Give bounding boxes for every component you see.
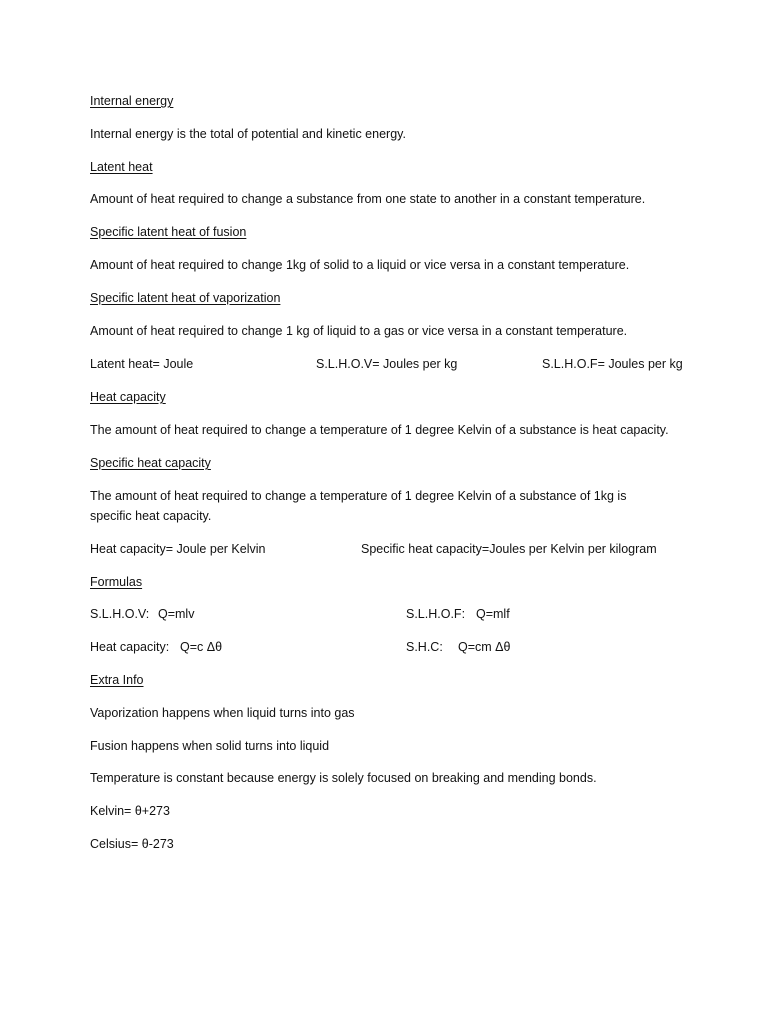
extra-line-5: Celsius= θ-273 — [90, 837, 174, 851]
text-vaporization: Amount of heat required to change 1 kg of liquid to a gas or vice versa in a constant temperature. — [90, 324, 628, 338]
formula-slhov: Q=mlv — [158, 607, 195, 621]
unit-latent-heat: Latent heat= Joule — [90, 357, 194, 371]
formula-slhof: Q=mlf — [476, 607, 510, 621]
formula-shc: Q=cm Δθ — [458, 640, 511, 654]
heading-fusion: Specific latent heat of fusion — [90, 225, 247, 239]
extra-line-1: Vaporization happens when liquid turns into gas — [90, 706, 355, 720]
heading-vaporization: Specific latent heat of vaporization — [90, 291, 281, 305]
text-latent-heat: Amount of heat required to change a substance from one state to another in a constant temperature. — [90, 192, 646, 206]
extra-line-3: Temperature is constant because energy is solely focused on breaking and mending bonds. — [90, 771, 597, 785]
heading-internal-energy: Internal energy — [90, 94, 174, 108]
text-fusion: Amount of heat required to change 1kg of solid to a liquid or vice versa in a constant temperature. — [90, 258, 630, 272]
unit-slhof: S.L.H.O.F= Joules per kg — [542, 357, 683, 371]
unit-heat-capacity: Heat capacity= Joule per Kelvin — [90, 542, 266, 556]
heading-extra-info: Extra Info — [90, 673, 144, 687]
formula-label-heat-capacity: Heat capacity: — [90, 640, 170, 654]
text-specific-heat-capacity: The amount of heat required to change a temperature of 1 degree Kelvin of a substance of 1kg is specific heat capacity. — [90, 489, 627, 523]
formula-label-shc: S.H.C: — [406, 640, 443, 654]
text-heat-capacity: The amount of heat required to change a temperature of 1 degree Kelvin of a substance is heat capacity. — [90, 423, 669, 437]
unit-slhov: S.L.H.O.V= Joules per kg — [316, 357, 458, 371]
formula-heat-capacity: Q=c Δθ — [180, 640, 223, 654]
unit-specific-heat-capacity: Specific heat capacity=Joules per Kelvin per kilogram — [361, 542, 657, 556]
extra-line-2: Fusion happens when solid turns into liquid — [90, 739, 330, 753]
heading-formulas: Formulas — [90, 575, 143, 589]
heading-specific-heat-capacity: Specific heat capacity — [90, 456, 211, 470]
heading-latent-heat: Latent heat — [90, 160, 153, 174]
formula-label-slhov: S.L.H.O.V: — [90, 607, 150, 621]
formula-label-slhof: S.L.H.O.F: — [406, 607, 466, 621]
text-internal-energy: Internal energy is the total of potential and kinetic energy. — [90, 127, 406, 141]
extra-line-4: Kelvin= θ+273 — [90, 804, 170, 818]
heading-heat-capacity: Heat capacity — [90, 390, 166, 404]
